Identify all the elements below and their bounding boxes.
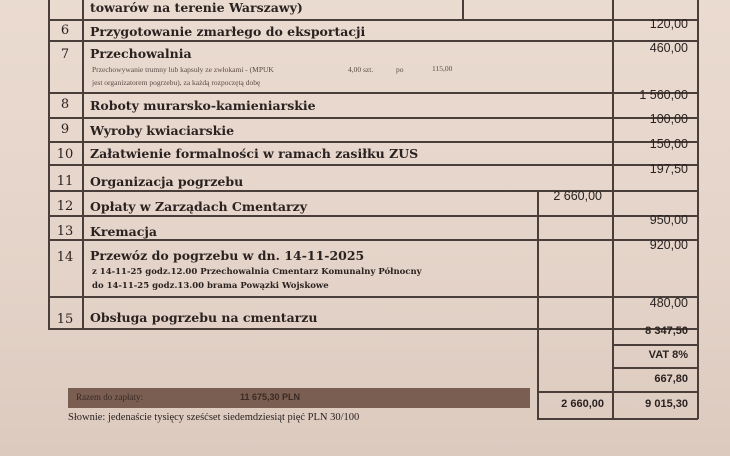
- gross-total: 9 015,30: [645, 398, 688, 410]
- vat-amount: 667,80: [654, 373, 688, 385]
- invoice-page: towarów na terenie Warszawy) 6 Przygotowanie zmarłego do eksportacji 120,00 7 Przechowalnia Przechowywanie trumny lub kapsuły ze zwłokami - (MPUK jest organizatorem pogrzebu), za każdą rozpoczętą dobę 4,00 szt. po 115,00 460,00 8 Roboty murarsko-kamieniarskie 1 560,00 9 Wyroby kwiaciarskie 100,00 10 Załatwienie formalności w ramach zasiłku ZUS 150,00 11 Organizacja pogrzebu 197,50 12 Opłaty w Zarządach Cmentarzy 2 660,00 13 Kremacja 950,00 14 Przewóz do pogrzebu w dn. 14-11-2025 z 14-11-25 godz.12.00 Przechowalnia Cmentarz Komunalny Północny do 14-11-25 godz.13.00 brama Powązki Wojskowe 920,00 15 Obsługa pogrzebu na cmentarzu 480,00 8 347,50 VAT 8% 667,80 2 660,00 9 015,30 Razem do zapłaty: 11 675,30 PLN Słownie: jedenaście tysięcy sześćset siedemdziesiąt pięć PLN 30/100: [0, 0, 730, 456]
- fees-total: 2 660,00: [561, 398, 604, 410]
- amount-in-words: Słownie: jedenaście tysięcy sześćset siedemdziesiąt pięć PLN 30/100: [68, 412, 360, 423]
- vat-label: VAT 8%: [648, 349, 688, 361]
- net-total: 8 347,50: [645, 325, 688, 337]
- continued-description: towarów na terenie Warszawy): [90, 0, 303, 15]
- amount-due-label: Razem do zapłaty:: [76, 392, 143, 402]
- amount-due-value: 11 675,30 PLN: [240, 392, 301, 402]
- amount-due-bar: [68, 388, 530, 408]
